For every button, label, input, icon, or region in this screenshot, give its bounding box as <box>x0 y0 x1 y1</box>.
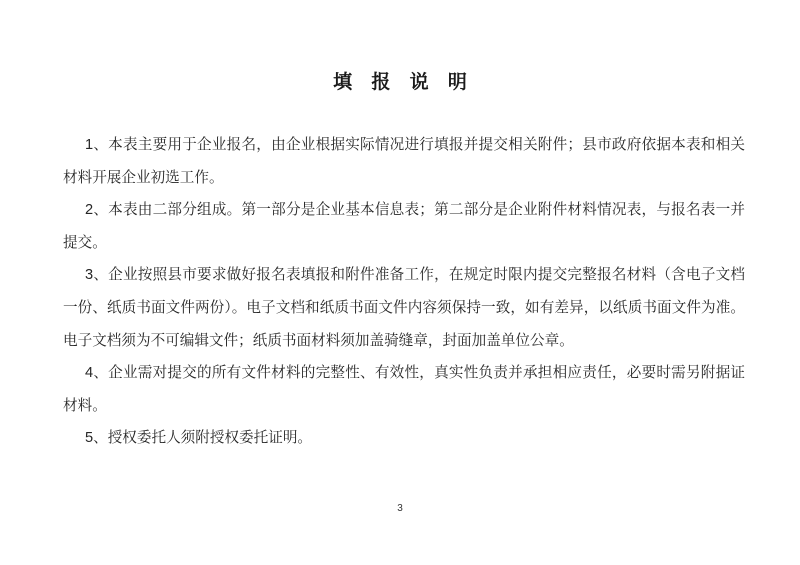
document-body <box>63 129 745 455</box>
paragraph-5: 5、授权委托人须附授权委托证明。 <box>85 430 313 447</box>
paragraph-4: 4、企业需对提交的所有文件材料的完整性、有效性，真实性负责并承担相应责任，必要时需另附据证材料。 <box>63 365 745 414</box>
paragraph-2: 2、本表由二部分组成。第一部分是企业基本信息表；第二部分是企业附件材料情况表，与报名表一并提交。 <box>63 202 745 251</box>
paragraph-1: 1、本表主要用于企业报名，由企业根据实际情况进行填报并提交相关附件；县市政府依据本表和相关材料开展企业初选工作。 <box>63 137 745 186</box>
paragraph-3: 3、企业按照县市要求做好报名表填报和附件准备工作，在规定时限内提交完整报名材料（含电子文档一份、纸质书面文件两份）。电子文档和纸质书面文件内容须保持一致，如有差异，以纸质书面文件为准。电子文档须为不可编辑文件；纸质书面材料须加盖骑缝章，封面加盖单位公章。 <box>63 267 745 349</box>
page-number: 3 <box>397 503 403 514</box>
page-title: 填 报 说 明 <box>333 72 474 93</box>
